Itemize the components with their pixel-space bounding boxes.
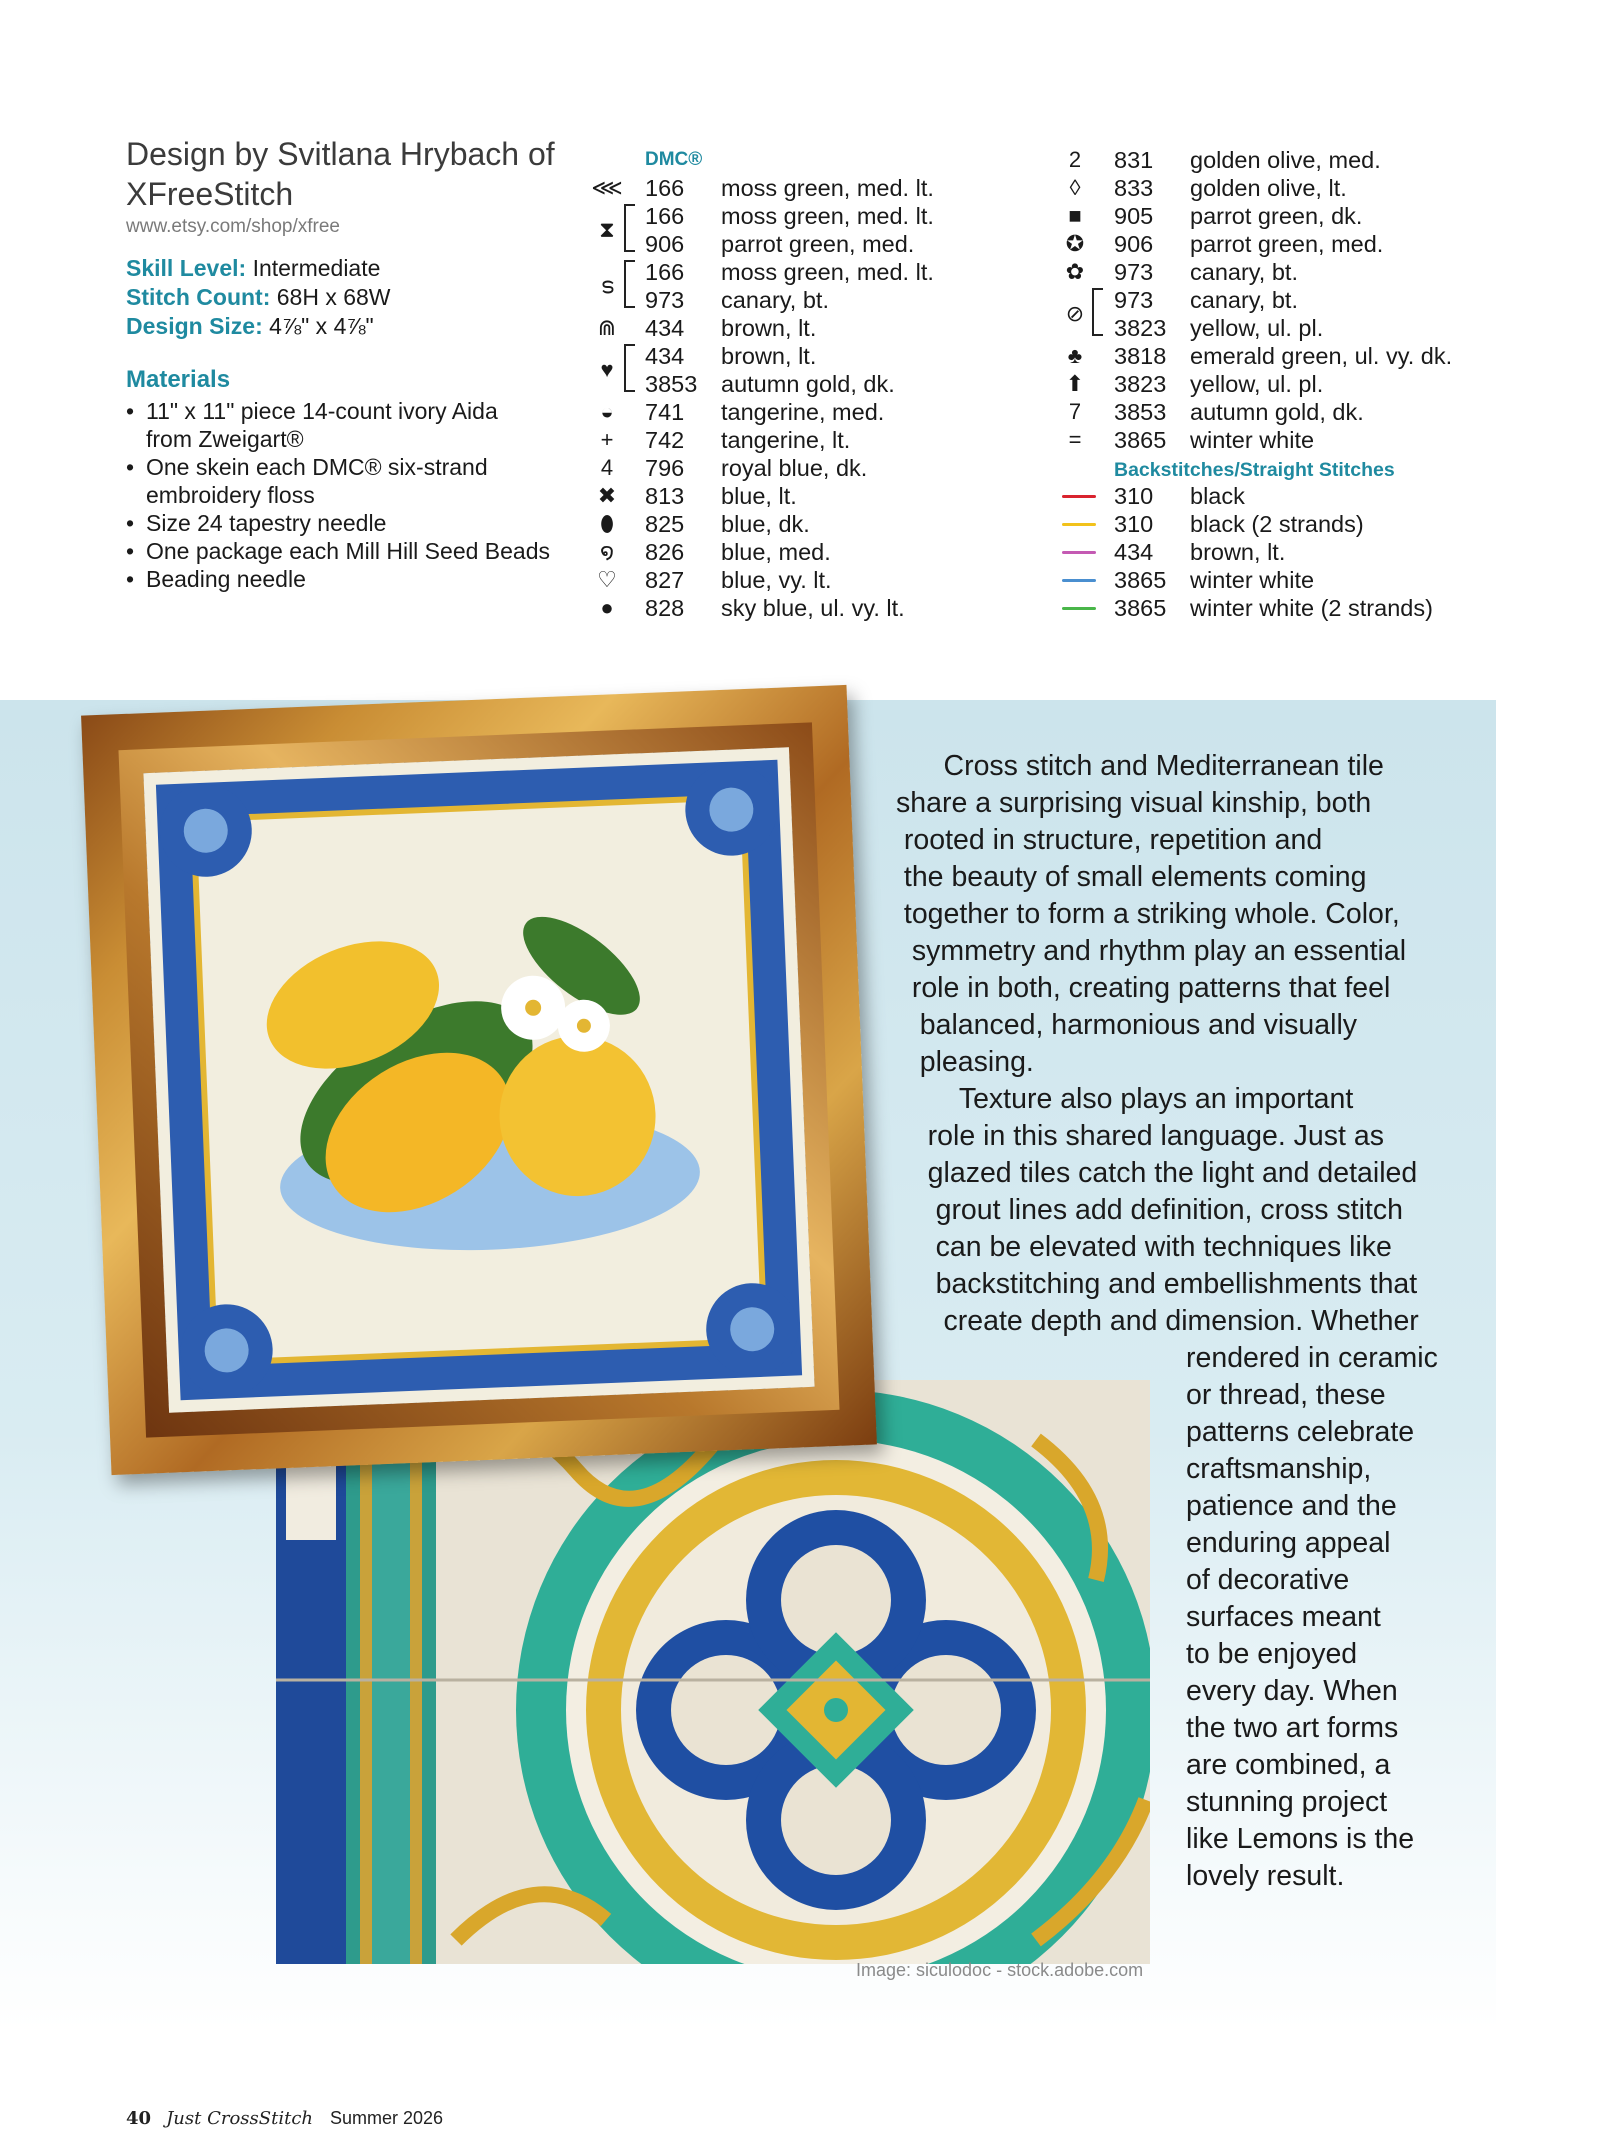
stitch-line-swatch <box>1062 579 1096 582</box>
dmc-header: DMC® <box>645 149 703 170</box>
floss-name: blue, lt. <box>721 483 797 509</box>
text-line: pleasing. <box>896 1046 1034 1078</box>
material-item: • Beading needle <box>126 565 566 593</box>
stitch-count: Stitch Count: 68H x 68W <box>126 284 391 310</box>
article-paragraph-2 <box>1186 1340 1438 1895</box>
floss-name: tangerine, lt. <box>721 427 851 453</box>
article-paragraph-1 <box>896 748 1419 1340</box>
key-row <box>590 342 1040 382</box>
floss-number: 796 <box>645 455 685 481</box>
material-item: • 11" x 11" piece 14-count ivory Aida <box>126 397 566 425</box>
backstitch-row <box>1058 594 1558 622</box>
key-row <box>590 566 1040 594</box>
text-line: or thread, these <box>1186 1379 1386 1411</box>
floss-name: emerald green, ul. vy. dk. <box>1190 343 1453 369</box>
key-symbol: ໑ <box>599 539 615 564</box>
floss-number: 166 <box>645 203 685 229</box>
text-line: the two art forms <box>1186 1712 1399 1744</box>
floss-name: parrot green, med. <box>1190 231 1384 257</box>
key-symbol: ■ <box>1068 203 1082 228</box>
material-item: • Size 24 tapestry needle <box>126 509 566 537</box>
material-item: • One skein each DMC® six-strand <box>126 453 566 481</box>
materials-title: Materials <box>126 366 231 393</box>
floss-name: canary, bt. <box>721 287 829 313</box>
text-line: share a surprising visual kinship, both <box>896 787 1372 819</box>
key-row <box>590 398 1040 426</box>
floss-name: yellow, ul. pl. <box>1190 315 1324 341</box>
floss-name: yellow, ul. pl. <box>1190 371 1324 397</box>
key-row <box>590 454 1040 482</box>
designer-url[interactable]: www.etsy.com/shop/xfree <box>126 216 341 237</box>
framed-cross-stitch <box>81 685 877 1475</box>
floss-name: blue, med. <box>721 539 831 565</box>
key-symbol: ♡ <box>597 567 617 592</box>
stitch-line-swatch <box>1062 551 1096 554</box>
floss-name: winter white (2 strands) <box>1190 595 1433 621</box>
text-line: like Lemons is the <box>1186 1823 1415 1855</box>
backstitch-row <box>1058 510 1558 538</box>
floss-name: royal blue, dk. <box>721 455 868 481</box>
lemons-design <box>143 747 814 1412</box>
floss-name: blue, dk. <box>721 511 810 537</box>
page-footer <box>126 2108 443 2129</box>
text-line: to be enjoyed <box>1186 1638 1358 1670</box>
floss-number: 3853 <box>1114 399 1167 425</box>
text-line: stunning project <box>1186 1786 1388 1818</box>
key-row <box>1058 370 1558 398</box>
key-row <box>1058 258 1558 286</box>
floss-name: sky blue, ul. vy. lt. <box>721 595 905 621</box>
page-number: 40 <box>126 2108 152 2129</box>
floss-name: blue, vy. lt. <box>721 567 832 593</box>
text-line: glazed tiles catch the light and detailed <box>896 1157 1418 1189</box>
designer-shop: XFreeStitch <box>126 176 294 212</box>
designer-byline: Design by Svitlana Hrybach of <box>126 136 555 172</box>
key-symbol: ⊘ <box>1065 301 1085 326</box>
stitch-line-swatch <box>1062 495 1096 498</box>
text-line: Cross stitch and Mediterranean tile <box>896 750 1384 782</box>
key-row <box>590 370 1040 398</box>
key-row <box>590 314 1040 342</box>
floss-name: winter white <box>1190 427 1315 453</box>
text-line: patterns celebrate <box>1186 1416 1415 1448</box>
floss-number: 828 <box>645 595 685 621</box>
floss-name: autumn gold, dk. <box>1190 399 1364 425</box>
floss-name: golden olive, lt. <box>1190 175 1347 201</box>
key-row <box>1058 398 1558 426</box>
issue-date: Summer 2026 <box>330 2108 444 2128</box>
key-symbol: ⋘ <box>591 175 623 200</box>
color-key-left <box>590 146 1040 622</box>
floss-name: black (2 strands) <box>1190 511 1364 537</box>
text-line: rendered in ceramic <box>1186 1342 1438 1374</box>
design-credits <box>126 134 566 593</box>
floss-number: 973 <box>1114 259 1154 285</box>
floss-number: 833 <box>1114 175 1154 201</box>
key-symbol: ട <box>600 273 614 298</box>
floss-name: parrot green, med. <box>721 231 915 257</box>
key-symbol: ⋒ <box>597 315 617 340</box>
image-credit: Image: siculodoc - stock.adobe.com <box>856 1960 1144 1980</box>
text-line: patience and the <box>1186 1490 1397 1522</box>
key-row <box>590 538 1040 566</box>
floss-number: 742 <box>645 427 685 453</box>
key-symbol: ⬮ <box>600 511 614 536</box>
cross-stitch-canvas <box>143 747 814 1412</box>
key-row <box>590 594 1040 622</box>
key-row <box>590 258 1040 298</box>
floss-number: 831 <box>1114 147 1154 173</box>
floss-number: 827 <box>645 567 685 593</box>
text-line: backstitching and embellishments that <box>896 1268 1418 1300</box>
design-size: Design Size: 4⅞" x 4⅞" <box>126 313 374 339</box>
key-row <box>590 174 1040 202</box>
material-item: • One package each Mill Hill Seed Beads <box>126 537 566 565</box>
floss-number: 973 <box>1114 287 1154 313</box>
floss-name: black <box>1190 483 1245 509</box>
tile-photo <box>276 1380 1150 1964</box>
key-symbol: = <box>1068 427 1082 452</box>
material-item: embroidery floss <box>146 482 315 508</box>
stitch-line-swatch <box>1062 523 1096 526</box>
key-symbol: + <box>600 427 614 452</box>
floss-number: 906 <box>1114 231 1154 257</box>
floss-number: 434 <box>645 343 685 369</box>
key-row <box>590 286 1040 314</box>
text-line: every day. When <box>1186 1675 1398 1707</box>
key-symbol: ◒ <box>600 399 614 424</box>
floss-number: 166 <box>645 175 685 201</box>
floss-name: canary, bt. <box>1190 259 1298 285</box>
key-row <box>1058 174 1558 202</box>
floss-name: moss green, med. lt. <box>721 203 934 229</box>
key-symbol: ♥ <box>600 357 614 382</box>
floss-number: 434 <box>1114 539 1154 565</box>
floss-number: 3853 <box>645 371 698 397</box>
text-line: role in both, creating patterns that feel <box>896 972 1391 1004</box>
floss-number: 3865 <box>1114 567 1167 593</box>
text-line: create depth and dimension. Whether <box>896 1305 1419 1337</box>
floss-number: 3823 <box>1114 371 1167 397</box>
tile-illustration <box>276 1380 1150 1964</box>
key-row <box>1058 202 1558 230</box>
key-symbol: ◊ <box>1069 175 1081 200</box>
floss-number: 3823 <box>1114 315 1167 341</box>
floss-number: 3865 <box>1114 427 1167 453</box>
text-line: Texture also plays an important <box>896 1083 1354 1115</box>
floss-number: 813 <box>645 483 685 509</box>
floss-name: brown, lt. <box>721 343 817 369</box>
key-row <box>1058 426 1558 454</box>
key-row <box>590 426 1040 454</box>
floss-number: 166 <box>645 259 685 285</box>
key-row <box>590 202 1040 242</box>
key-symbol: ✪ <box>1065 231 1085 256</box>
floss-name: brown, lt. <box>1190 539 1286 565</box>
floss-number: 434 <box>645 315 685 341</box>
backstitch-row <box>1058 538 1558 566</box>
floss-name: moss green, med. lt. <box>721 259 934 285</box>
text-line: rooted in structure, repetition and <box>896 824 1323 856</box>
key-row <box>590 482 1040 510</box>
key-row <box>1058 314 1558 342</box>
floss-number: 741 <box>645 399 685 425</box>
text-line: the beauty of small elements coming <box>896 861 1367 893</box>
text-line: symmetry and rhythm play an essential <box>896 935 1407 967</box>
color-key-right <box>1058 146 1558 622</box>
text-line: grout lines add definition, cross stitch <box>896 1194 1403 1226</box>
floss-name: tangerine, med. <box>721 399 885 425</box>
text-line: can be elevated with techniques like <box>896 1231 1392 1263</box>
key-symbol: ✖ <box>597 483 617 508</box>
floss-number: 3865 <box>1114 595 1167 621</box>
text-line: craftsmanship, <box>1186 1453 1372 1485</box>
key-symbol: 4 <box>600 455 614 480</box>
floss-name: canary, bt. <box>1190 287 1298 313</box>
text-line: role in this shared language. Just as <box>896 1120 1384 1152</box>
key-row <box>1058 146 1558 174</box>
material-item: from Zweigart® <box>146 426 304 452</box>
key-row <box>590 230 1040 258</box>
key-symbol: ⬆ <box>1065 371 1085 396</box>
skill-level: Skill Level: Intermediate <box>126 255 381 281</box>
key-row <box>1058 230 1558 258</box>
key-symbol: ♣ <box>1067 343 1083 368</box>
key-symbol: ● <box>600 595 614 620</box>
floss-name: autumn gold, dk. <box>721 371 895 397</box>
key-symbol: 2 <box>1068 147 1082 172</box>
magazine-title: Just CrossStitch <box>166 2108 313 2129</box>
key-symbol: ⧗ <box>599 217 615 242</box>
key-row <box>1058 342 1558 370</box>
floss-number: 906 <box>645 231 685 257</box>
floss-name: brown, lt. <box>721 315 817 341</box>
key-symbol: ✿ <box>1065 259 1085 284</box>
text-line: surfaces meant <box>1186 1601 1381 1633</box>
floss-number: 826 <box>645 539 685 565</box>
text-line: balanced, harmonious and visually <box>896 1009 1358 1041</box>
floss-number: 973 <box>645 287 685 313</box>
floss-name: moss green, med. lt. <box>721 175 934 201</box>
key-row <box>1058 286 1558 326</box>
floss-number: 310 <box>1114 511 1154 537</box>
floss-number: 310 <box>1114 483 1154 509</box>
backstitch-row <box>1058 566 1558 594</box>
backstitch-header: Backstitches/Straight Stitches <box>1114 459 1395 481</box>
key-symbol: 7 <box>1068 399 1082 424</box>
text-line: of decorative <box>1186 1564 1350 1596</box>
floss-name: parrot green, dk. <box>1190 203 1363 229</box>
text-line: enduring appeal <box>1186 1527 1391 1559</box>
floss-number: 825 <box>645 511 685 537</box>
floss-number: 905 <box>1114 203 1154 229</box>
materials-list <box>126 397 566 593</box>
floss-name: winter white <box>1190 567 1315 593</box>
text-line: are combined, a <box>1186 1749 1391 1781</box>
floss-name: golden olive, med. <box>1190 147 1381 173</box>
floss-number: 3818 <box>1114 343 1167 369</box>
backstitch-row <box>1058 482 1558 510</box>
stitch-line-swatch <box>1062 607 1096 610</box>
key-row <box>590 510 1040 538</box>
text-line: together to form a striking whole. Color, <box>896 898 1400 930</box>
text-line: lovely result. <box>1186 1860 1345 1892</box>
